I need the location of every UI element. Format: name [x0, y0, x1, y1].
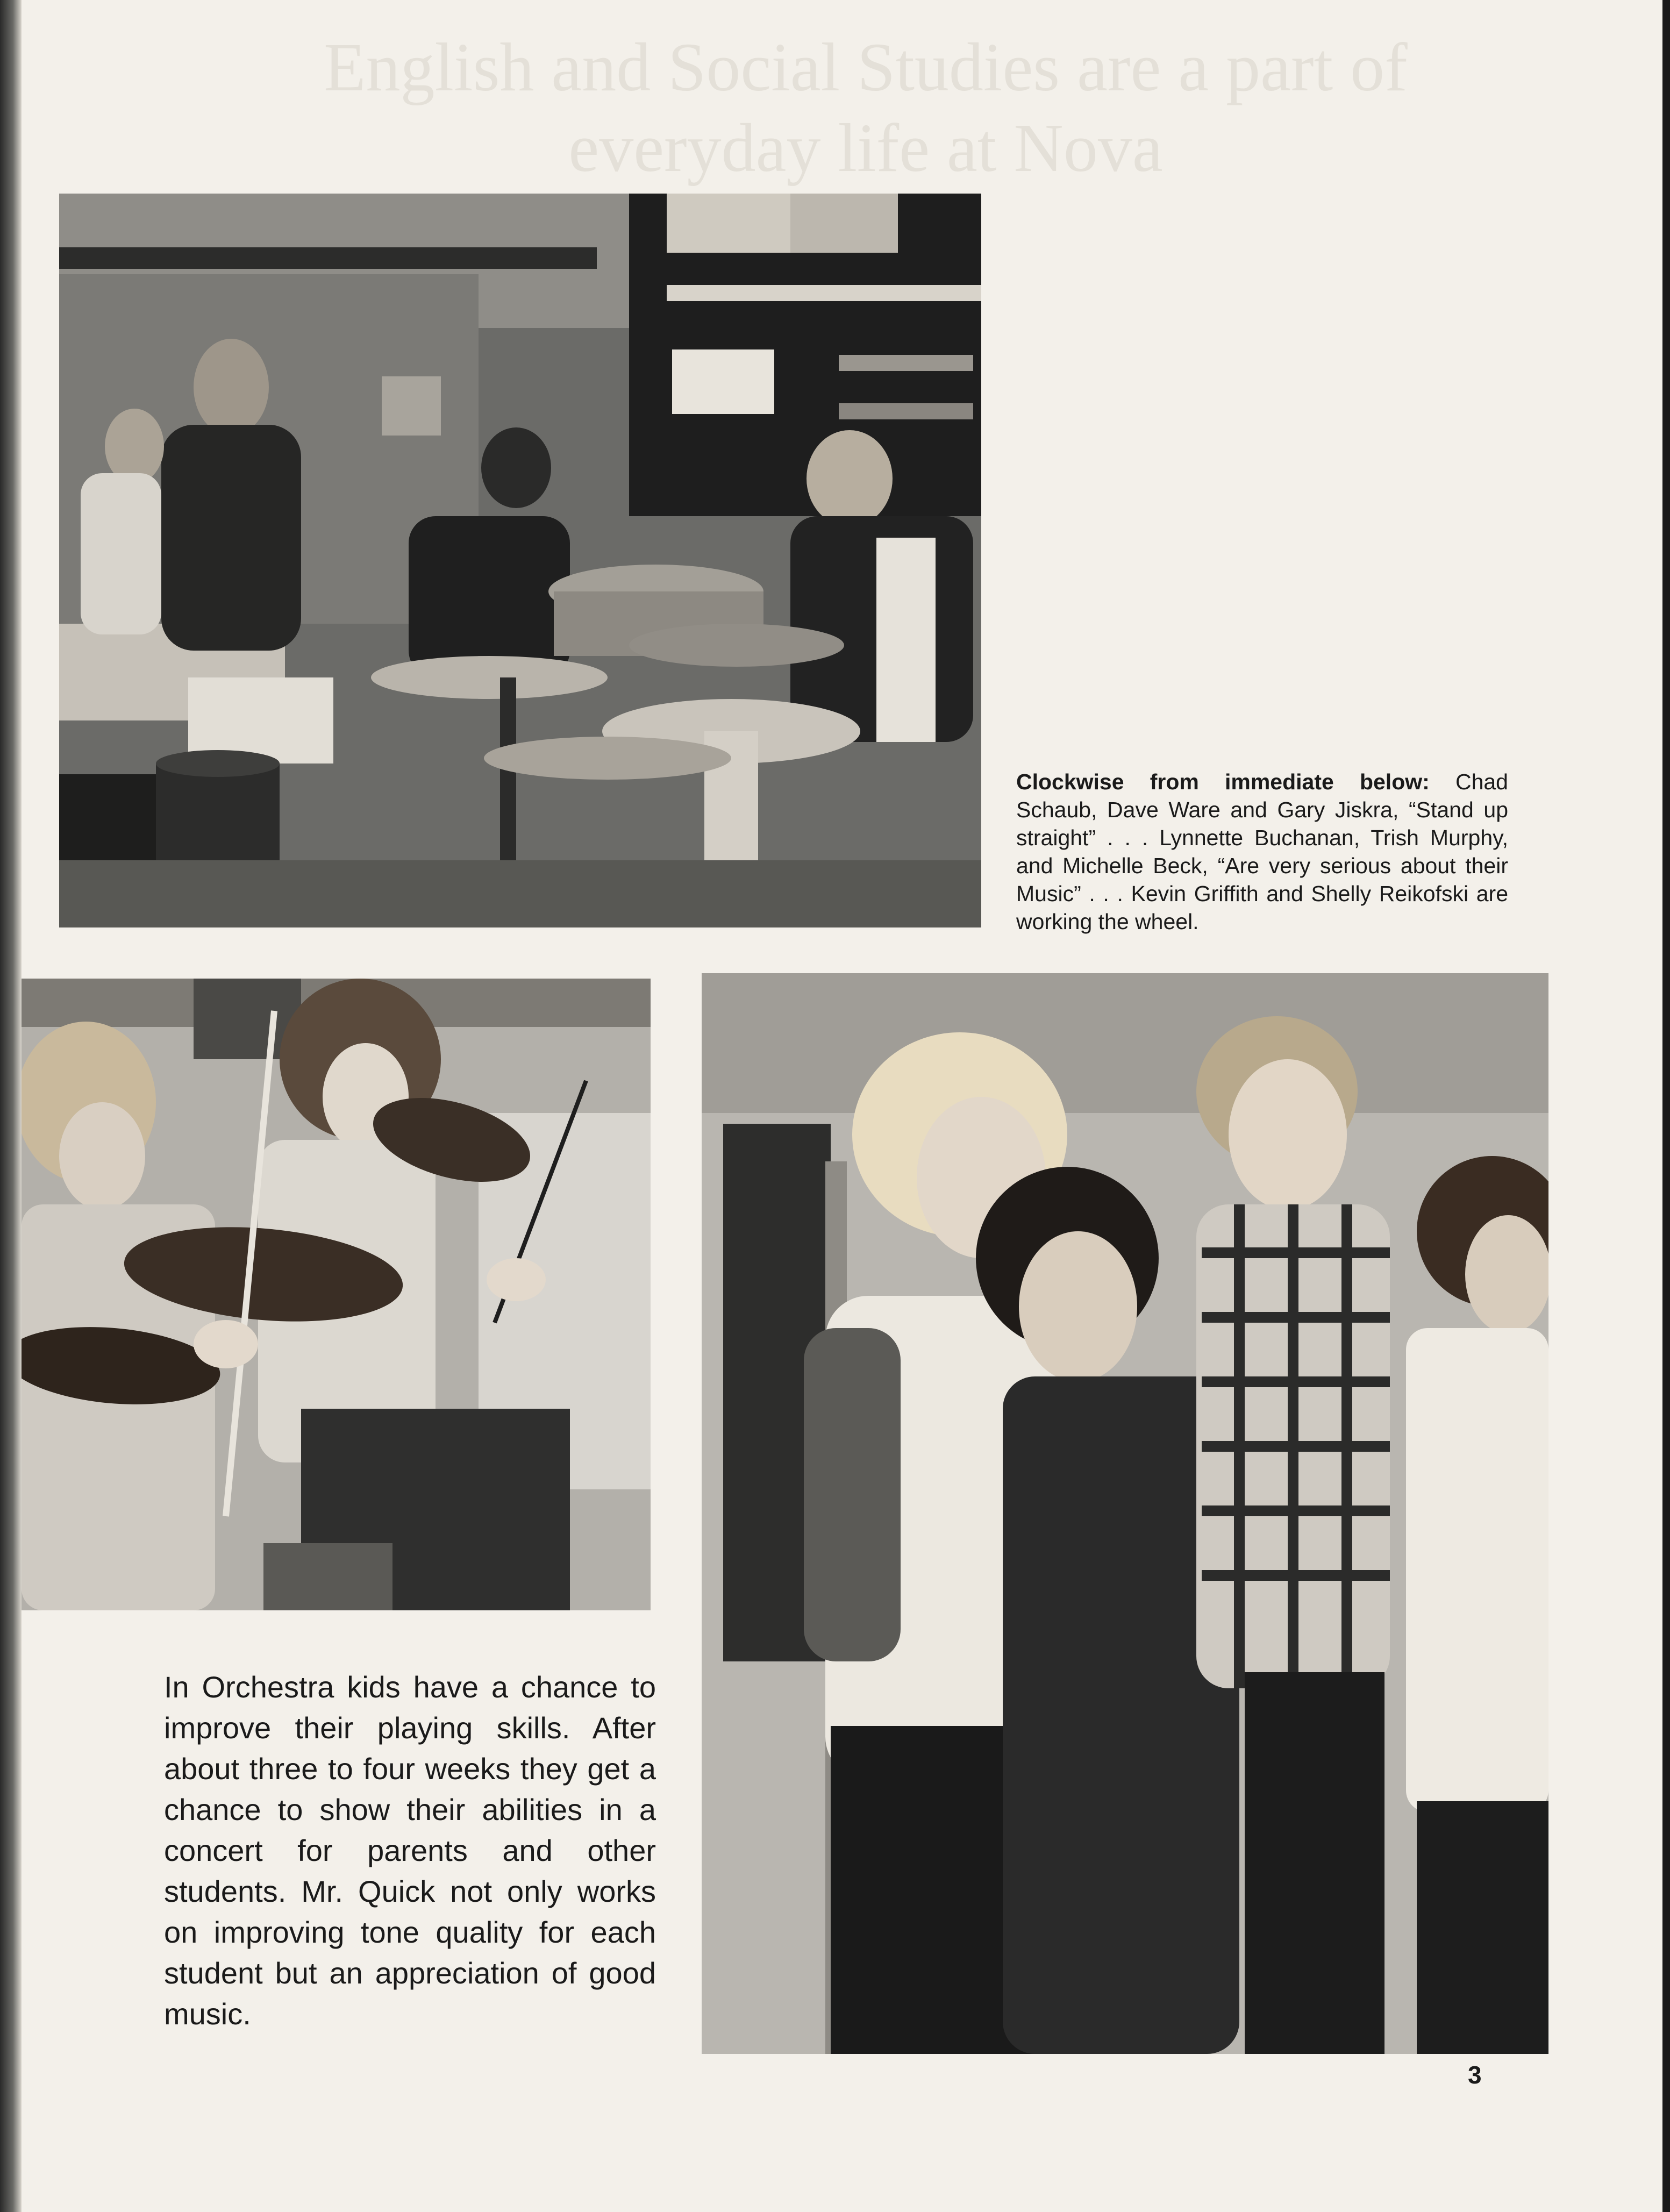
choir-photo-illustration [702, 973, 1548, 2054]
caption-lead: Clockwise from immediate below: [1016, 769, 1430, 794]
caption-text: Chad Schaub, Dave Ware and Gary Jiskra, “Stand up straight” . . . Lynnette Buchanan, Trish Murphy, and Michelle Beck, “Are very serious about their Music” . . . Kevin Griffith and Shelly Reikofski are working the wheel. [1016, 769, 1508, 934]
pottery-photo [59, 194, 981, 927]
orchestra-photo-illustration [22, 979, 651, 1610]
photo-caption [1016, 768, 1508, 936]
choir-photo [702, 973, 1548, 2054]
pottery-photo-illustration [59, 194, 981, 927]
bleed-through-title: English and Social Studies are a part of everyday life at Nova [324, 29, 1408, 186]
orchestra-photo [22, 979, 651, 1610]
orchestra-article-text: In Orchestra kids have a chance to improve their playing skills. After about three to four weeks they get a chance to show their abilities in a concert for parents and other students. Mr. Quick not only works on improving tone quality for each student but an appreciation of good music. [164, 1670, 656, 2031]
binding-edge [0, 0, 22, 2212]
scan-edge [1662, 0, 1670, 2212]
page-number: 3 [1468, 2061, 1482, 2089]
